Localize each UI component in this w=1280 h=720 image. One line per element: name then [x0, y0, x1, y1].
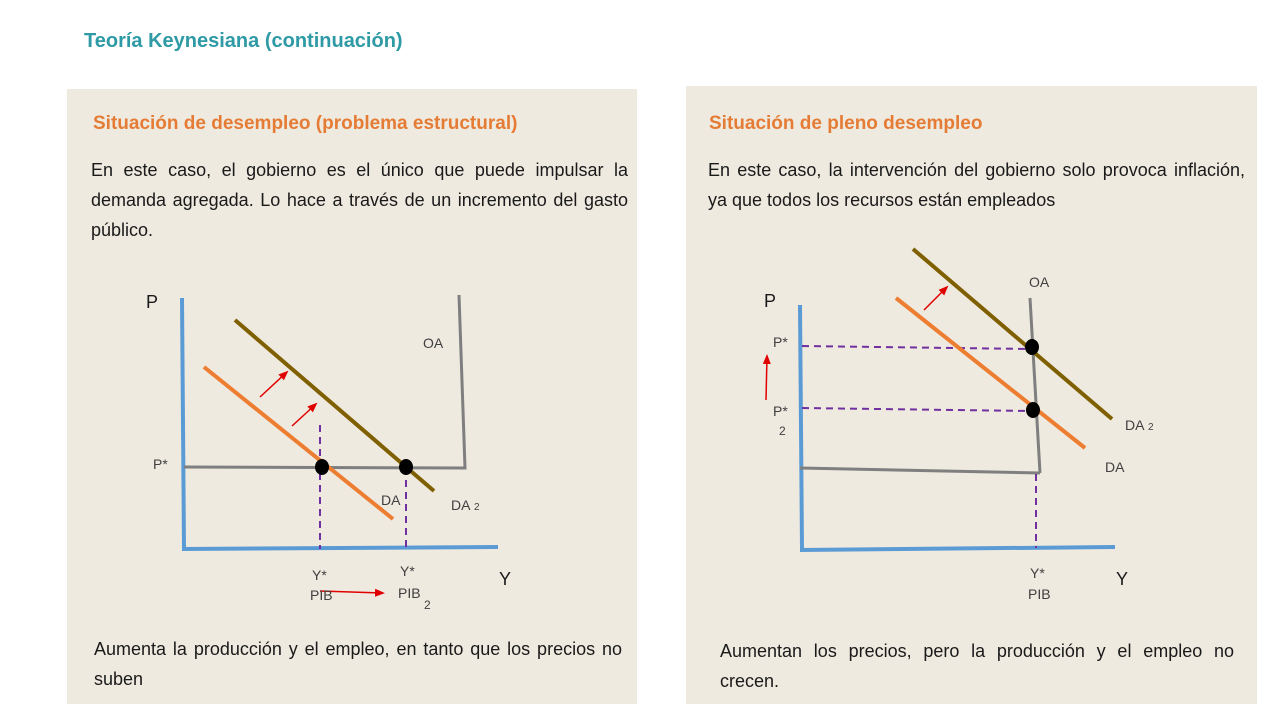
right-label-ystar: Y* — [1030, 565, 1045, 581]
right-oa-horizontal — [800, 468, 1040, 473]
right-equilibrium-point-2 — [1026, 402, 1040, 418]
right-diagram — [764, 249, 1154, 602]
right-label-da: DA — [1105, 459, 1125, 475]
left-label-pstar: P* — [153, 456, 168, 472]
right-description: En este caso, la intervención del gobierno solo provoca inflación, ya que todos los recursos están empleados — [708, 160, 1245, 210]
left-label-pib-2-sub: 2 — [424, 598, 431, 612]
right-label-da2: DA — [1125, 417, 1145, 433]
left-label-ystar-1: Y* — [312, 567, 327, 583]
left-axis-horizontal — [182, 547, 498, 549]
left-oa-curve — [184, 295, 465, 468]
left-label-ystar-2: Y* — [400, 563, 415, 579]
left-shift-arrow-2 — [292, 404, 316, 426]
right-label-oa: OA — [1029, 274, 1050, 290]
right-shift-arrow — [924, 287, 947, 310]
left-equilibrium-point-2 — [399, 459, 413, 475]
right-axis-horizontal — [800, 547, 1115, 550]
left-label-da2-sub: 2 — [474, 502, 480, 513]
left-shift-arrow-1 — [260, 372, 287, 397]
right-heading: Situación de pleno desempleo — [709, 113, 983, 134]
right-label-p-axis: P — [764, 291, 777, 311]
right-dashed-pstar — [802, 346, 1030, 349]
right-label-pstar2: P* — [773, 403, 788, 419]
left-axis-vertical — [182, 298, 184, 549]
left-label-pib-1: PIB — [310, 587, 333, 603]
left-label-pib-2: PIB — [398, 585, 421, 601]
left-label-y-axis: Y — [499, 569, 512, 589]
right-oa-vertical — [1030, 298, 1040, 473]
page-title: Teoría Keynesiana (continuación) — [84, 30, 403, 52]
right-label-y-axis: Y — [1116, 569, 1129, 589]
right-label-pstar2-sub: 2 — [779, 424, 786, 438]
right-equilibrium-point-1 — [1025, 339, 1039, 355]
left-label-da2: DA — [451, 497, 471, 513]
left-da-line — [204, 367, 393, 519]
right-label-pib: PIB — [1028, 586, 1051, 602]
right-price-arrow — [766, 356, 767, 400]
left-diagram — [146, 292, 511, 612]
left-label-p-axis: P — [146, 292, 159, 312]
right-conclusion: Aumentan los precios, pero la producción y el empleo no crecen. — [720, 641, 1234, 691]
right-dashed-pstar2 — [802, 408, 1031, 411]
right-label-da2-sub: 2 — [1148, 422, 1154, 433]
left-conclusion: Aumenta la producción y el empleo, en tanto que los precios no suben — [94, 639, 622, 689]
left-heading: Situación de desempleo (problema estructural) — [93, 113, 518, 134]
left-label-da: DA — [381, 492, 401, 508]
left-label-oa: OA — [423, 335, 444, 351]
left-equilibrium-point-1 — [315, 459, 329, 475]
left-description: En este caso, el gobierno es el único que puede impulsar la demanda agregada. Lo hace a través de un incremento del gasto público. — [91, 160, 628, 240]
right-label-pstar: P* — [773, 334, 788, 350]
right-axis-vertical — [800, 305, 802, 550]
